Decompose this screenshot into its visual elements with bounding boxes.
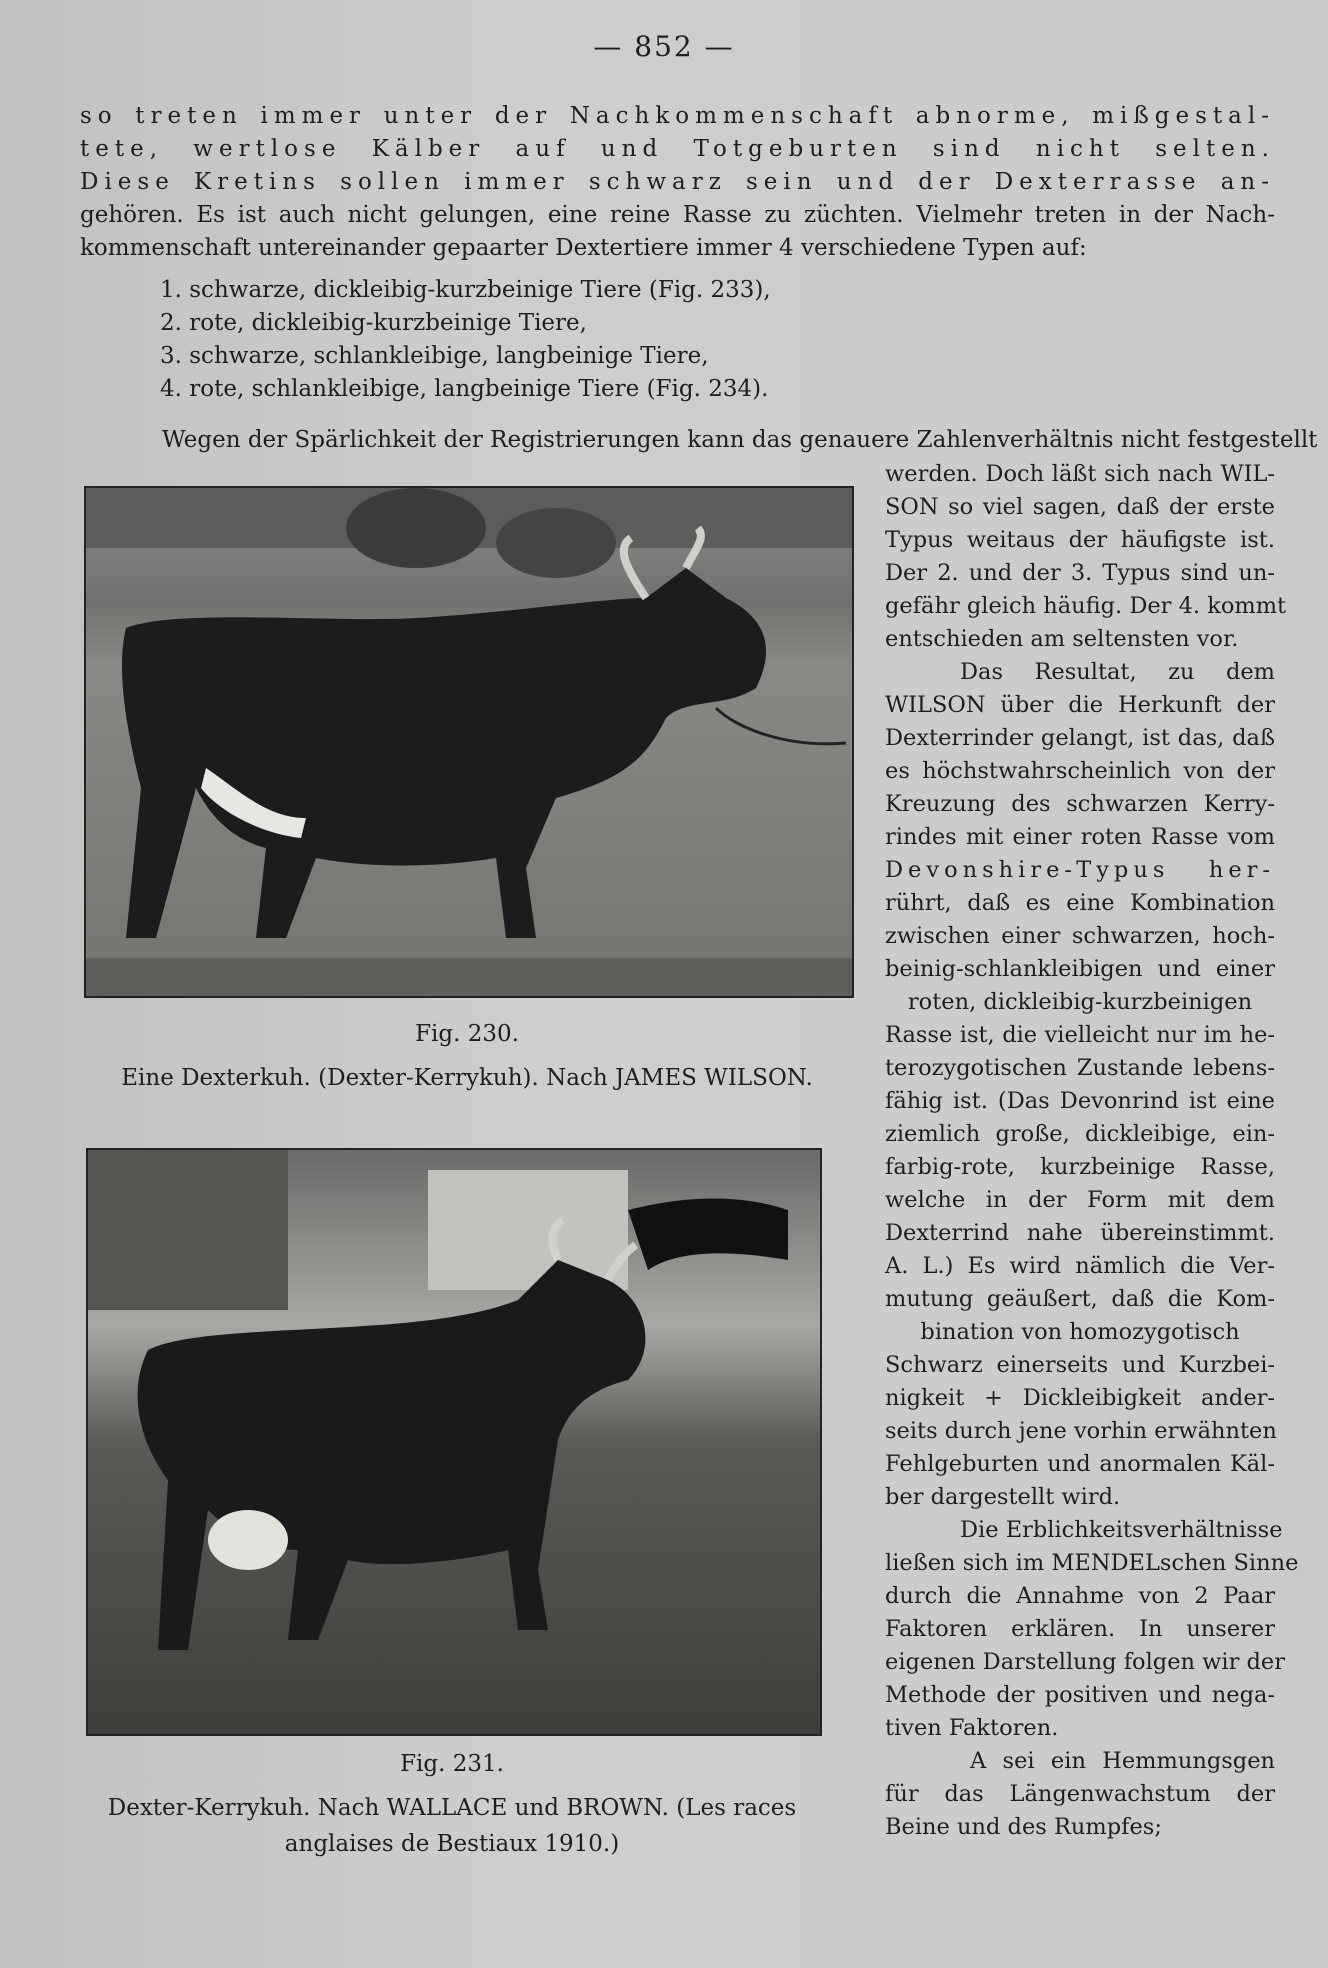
text-line: Devonshire-Typus her- [885,857,1275,883]
intro-line-1: so treten immer unter der Nachkommenschaft abnorme, mißgestal- [80,103,1275,129]
text-line: ziemlich große, dickleibige, ein- [885,1121,1275,1147]
text-line: gefähr gleich häufig. Der 4. kommt [885,593,1287,619]
list-item: 3. schwarze, schlankleibige, langbeinige Tiere, [160,343,709,369]
text-line: Methode der positiven und nega- [885,1682,1275,1708]
text-line: durch die Annahme von 2 Paar [885,1583,1275,1609]
figure-231-caption-line2: anglaises de Bestiaux 1910.) [284,1831,620,1857]
figure-230-photo [84,486,854,998]
text-line: beinig-schlankleibigen und einer [885,956,1275,982]
intro-line-3: Diese Kretins sollen immer schwarz sein und der Dexterrasse an- [80,169,1275,195]
figure-231-caption-line1: Dexter-Kerrykuh. Nach WALLACE und BROWN. (Les races [107,1795,797,1821]
text-line: zwischen einer schwarzen, hoch- [885,923,1275,949]
text-line: Das Resultat, zu dem [960,659,1275,685]
list-item: 1. schwarze, dickleibig-kurzbeinige Tiere (Fig. 233), [160,277,771,303]
text-line: bination von homozygotisch [920,1319,1240,1345]
right-column-text [885,458,1299,1844]
text-line: Typus weitaus der häufigste ist. [885,527,1275,553]
intro-line-2: tete, wertlose Kälber auf und Totgeburten sind nicht selten. [80,136,1275,162]
text-line: A. L.) Es wird nämlich die Ver- [885,1253,1275,1279]
text-line: terozygotischen Zustande lebens- [885,1055,1275,1081]
text-line: Dexterrinder gelangt, ist das, daß [885,725,1275,751]
text-line: A sei ein Hemmungsgen [970,1748,1275,1774]
text-line: seits durch jene vorhin erwähnten [885,1418,1277,1444]
text-line: Rasse ist, die vielleicht nur im he- [885,1022,1275,1048]
text-line: ließen sich im MENDELschen Sinne [885,1550,1299,1576]
text-line: Der 2. und der 3. Typus sind un- [885,560,1275,586]
text-line: Fehlgeburten und anormalen Käl- [885,1451,1275,1477]
intro-line-5: kommenschaft untereinander gepaarter Dextertiere immer 4 verschiedene Typen auf: [80,235,1087,261]
text-line: werden. Doch läßt sich nach WIL- [885,461,1275,487]
full-width-line: Wegen der Spärlichkeit der Registrierungen kann das genauere Zahlenverhältnis nicht festgestellt [162,427,1318,453]
text-line: Dexterrind nahe übereinstimmt. [885,1220,1275,1246]
text-line: Schwarz einerseits und Kurzbei- [885,1352,1275,1378]
text-line: es höchstwahrscheinlich von der [885,758,1275,784]
text-line: tiven Faktoren. [885,1715,1059,1741]
list-item: 4. rote, schlankleibige, langbeinige Tiere (Fig. 234). [160,376,769,402]
text-line: farbig-rote, kurzbeinige Rasse, [885,1154,1275,1180]
figure-230-label: Fig. 230. [415,1021,519,1047]
text-line: Die Erblichkeitsverhältnisse [960,1517,1283,1543]
text-line: Beine und des Rumpfes; [885,1814,1162,1840]
text-line: rührt, daß es eine Kombination [885,890,1275,916]
types-list [160,274,771,406]
text-line: mutung geäußert, daß die Kom- [885,1286,1275,1312]
text-line: entschieden am seltensten vor. [885,626,1239,652]
intro-line-4: gehören. Es ist auch nicht gelungen, eine reine Rasse zu züchten. Vielmehr treten in der Nach- [80,202,1275,228]
text-line: nigkeit + Dickleibigkeit ander- [885,1385,1275,1411]
text-line: welche in der Form mit dem [885,1187,1275,1213]
figure-231-label: Fig. 231. [400,1751,504,1777]
page-number: — 852 — [593,30,735,63]
figure-230-caption: Eine Dexterkuh. (Dexter-Kerrykuh). Nach JAMES WILSON. [121,1065,813,1091]
text-line: eigenen Darstellung folgen wir der [885,1649,1285,1675]
text-line: Faktoren erklären. In unserer [885,1616,1275,1642]
list-item: 2. rote, dickleibig-kurzbeinige Tiere, [160,310,587,336]
text-line: fähig ist. (Das Devonrind ist eine [885,1088,1275,1114]
text-line: ber dargestellt wird. [885,1484,1121,1510]
figure-231-photo [86,1148,822,1736]
text-line: Kreuzung des schwarzen Kerry- [885,791,1275,817]
text-line: WILSON über die Herkunft der [885,692,1275,718]
text-line: roten, dickleibig-kurzbeinigen [907,989,1253,1015]
text-line: SON so viel sagen, daß der erste [885,494,1275,520]
text-line: rindes mit einer roten Rasse vom [885,824,1275,850]
text-line: für das Längenwachstum der [885,1781,1275,1807]
